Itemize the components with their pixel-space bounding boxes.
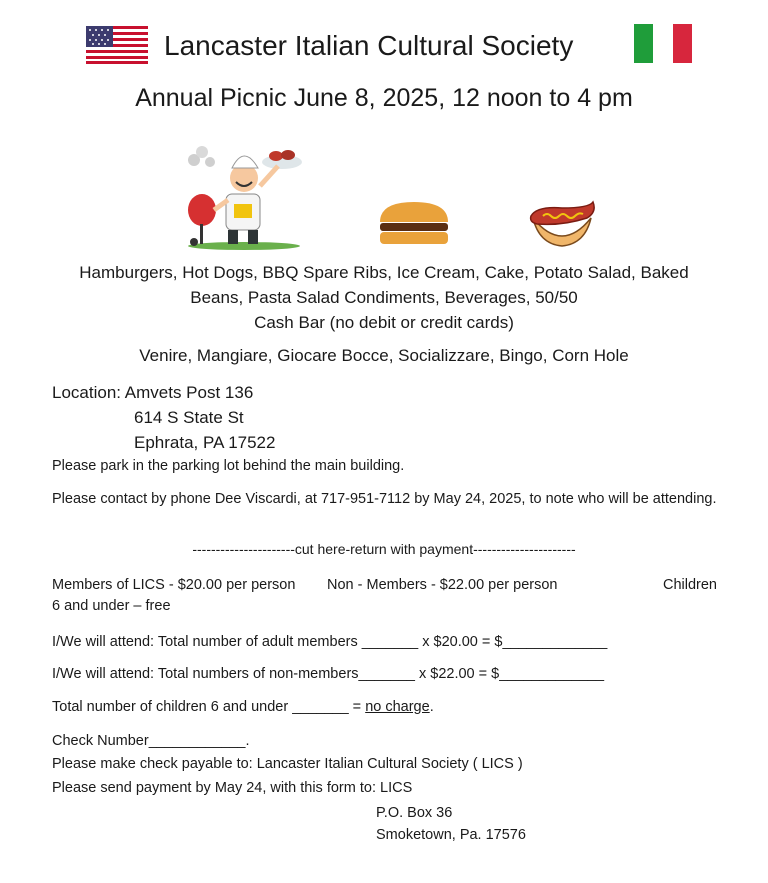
menu-line: Cash Bar (no debit or credit cards) [254,313,514,332]
event-subtitle: Annual Picnic June 8, 2025, 12 noon to 4 pm [135,84,633,112]
menu-list [52,260,716,335]
send-payment-note: Please send payment by May 24, with this form to: LICS [52,780,413,796]
menu-line: Hamburgers, Hot Dogs, BBQ Spare Ribs, Ice Cream, Cake, Potato Salad, Baked [79,263,689,282]
activities-line: Venire, Mangiare, Giocare Bocce, Socializzare, Bingo, Corn Hole [139,346,629,365]
menu-line: Beans, Pasta Salad Condiments, Beverages, 50/50 [190,288,578,307]
hamburger-icon [377,200,451,246]
children-price: 6 and under – free [52,598,171,614]
mailing-box: P.O. Box 36 [376,805,453,821]
contact-note: Please contact by phone Dee Viscardi, at 717-951-7112 by May 24, 2025, to note who will be attending. [52,491,717,507]
payable-note: Please make check payable to: Lancaster Italian Cultural Society ( LICS ) [52,756,523,772]
location-street: 614 S State St [134,408,244,427]
adult-members-field[interactable]: I/We will attend: Total number of adult members _______ x $20.00 = $_____________ [52,634,608,650]
location-label: Location: Amvets Post 136 [52,383,254,402]
chef-grill-icon [182,138,306,250]
non-members-price: Non - Members - $22.00 per person [327,577,558,593]
cut-line: ----------------------cut here-return with payment---------------------- [192,541,576,557]
no-charge-text: no charge [365,699,430,715]
children-field[interactable] [52,699,434,715]
mailing-city: Smoketown, Pa. 17576 [376,827,526,843]
members-price: Members of LICS - $20.00 per person [52,577,296,593]
non-members-field[interactable]: I/We will attend: Total numbers of non-members_______ x $22.00 = $_____________ [52,666,605,682]
hotdog-icon [527,196,597,250]
children-field-end: . [429,699,434,715]
location-city: Ephrata, PA 17522 [134,433,276,452]
page-title: Lancaster Italian Cultural Society [164,30,574,61]
children-field-label: Total number of children 6 and under _______ = [52,699,366,715]
us-flag-icon [86,26,148,64]
parking-note: Please park in the parking lot behind the main building. [52,458,405,474]
italy-flag-icon [634,24,692,63]
children-price-label: Children [663,577,717,593]
check-number-field[interactable]: Check Number____________. [52,733,250,749]
